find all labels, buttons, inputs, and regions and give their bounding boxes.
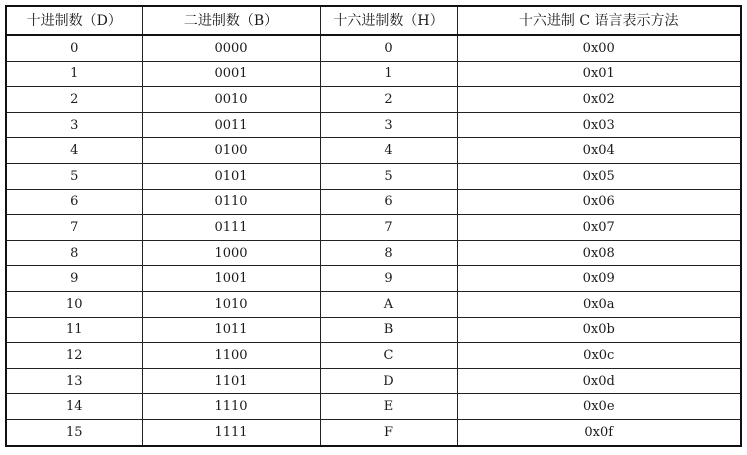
table-row: [6, 368, 741, 394]
cell-binary: 1111: [142, 419, 320, 445]
cell-hex: 0: [320, 35, 457, 61]
cell-hex-c: 0x03: [457, 112, 741, 138]
cell-hex: 9: [320, 266, 457, 292]
cell-hex-c: 0x04: [457, 138, 741, 164]
header-hexadecimal: 十六进制数（H）: [320, 6, 457, 35]
table-body: [6, 35, 741, 446]
cell-hex: 8: [320, 240, 457, 266]
table-row: [6, 240, 741, 266]
cell-binary: 0111: [142, 215, 320, 241]
cell-hex: A: [320, 291, 457, 317]
cell-binary: 0011: [142, 112, 320, 138]
cell-binary: 1001: [142, 266, 320, 292]
table-row: [6, 163, 741, 189]
table-row: [6, 35, 741, 61]
table-row: [6, 266, 741, 292]
cell-decimal: 0: [6, 35, 142, 61]
cell-hex: 6: [320, 189, 457, 215]
cell-binary: 1110: [142, 394, 320, 420]
cell-decimal: 3: [6, 112, 142, 138]
conversion-table-container: [5, 5, 740, 447]
cell-hex-c: 0x0c: [457, 343, 741, 369]
header-binary: 二进制数（B）: [142, 6, 320, 35]
cell-hex-c: 0x00: [457, 35, 741, 61]
cell-binary: 0100: [142, 138, 320, 164]
table-row: [6, 61, 741, 87]
cell-decimal: 6: [6, 189, 142, 215]
cell-decimal: 2: [6, 87, 142, 113]
cell-decimal: 14: [6, 394, 142, 420]
table-header: [6, 6, 741, 35]
cell-binary: 0110: [142, 189, 320, 215]
cell-decimal: 9: [6, 266, 142, 292]
cell-hex-c: 0x06: [457, 189, 741, 215]
cell-hex-c: 0x02: [457, 87, 741, 113]
header-hex-c-notation: 十六进制 C 语言表示方法: [457, 6, 741, 35]
cell-hex: 1: [320, 61, 457, 87]
cell-binary: 1000: [142, 240, 320, 266]
cell-hex: 2: [320, 87, 457, 113]
cell-decimal: 15: [6, 419, 142, 445]
cell-hex-c: 0x08: [457, 240, 741, 266]
cell-hex: C: [320, 343, 457, 369]
table-row: [6, 394, 741, 420]
header-decimal: 十进制数（D）: [6, 6, 142, 35]
cell-hex-c: 0x0a: [457, 291, 741, 317]
cell-hex-c: 0x07: [457, 215, 741, 241]
cell-decimal: 13: [6, 368, 142, 394]
cell-binary: 0101: [142, 163, 320, 189]
cell-hex-c: 0x0d: [457, 368, 741, 394]
cell-hex-c: 0x0b: [457, 317, 741, 343]
cell-binary: 0001: [142, 61, 320, 87]
cell-decimal: 7: [6, 215, 142, 241]
cell-hex-c: 0x01: [457, 61, 741, 87]
cell-decimal: 4: [6, 138, 142, 164]
cell-decimal: 8: [6, 240, 142, 266]
cell-hex: 5: [320, 163, 457, 189]
cell-hex: E: [320, 394, 457, 420]
table-row: [6, 419, 741, 445]
cell-binary: 1011: [142, 317, 320, 343]
cell-hex-c: 0x09: [457, 266, 741, 292]
table-row: [6, 291, 741, 317]
table-row: [6, 87, 741, 113]
cell-hex-c: 0x0e: [457, 394, 741, 420]
cell-hex: B: [320, 317, 457, 343]
cell-binary: 1101: [142, 368, 320, 394]
cell-hex: 7: [320, 215, 457, 241]
cell-hex-c: 0x0f: [457, 419, 741, 445]
cell-decimal: 5: [6, 163, 142, 189]
table-row: [6, 138, 741, 164]
number-conversion-table: [5, 5, 742, 447]
cell-decimal: 1: [6, 61, 142, 87]
header-row: [6, 6, 741, 35]
cell-hex: 4: [320, 138, 457, 164]
cell-decimal: 10: [6, 291, 142, 317]
cell-binary: 0000: [142, 35, 320, 61]
cell-hex-c: 0x05: [457, 163, 741, 189]
cell-hex: F: [320, 419, 457, 445]
table-row: [6, 317, 741, 343]
cell-decimal: 11: [6, 317, 142, 343]
cell-binary: 1010: [142, 291, 320, 317]
cell-hex: 3: [320, 112, 457, 138]
cell-hex: D: [320, 368, 457, 394]
table-row: [6, 112, 741, 138]
cell-binary: 1100: [142, 343, 320, 369]
table-row: [6, 343, 741, 369]
cell-binary: 0010: [142, 87, 320, 113]
table-row: [6, 189, 741, 215]
cell-decimal: 12: [6, 343, 142, 369]
table-row: [6, 215, 741, 241]
